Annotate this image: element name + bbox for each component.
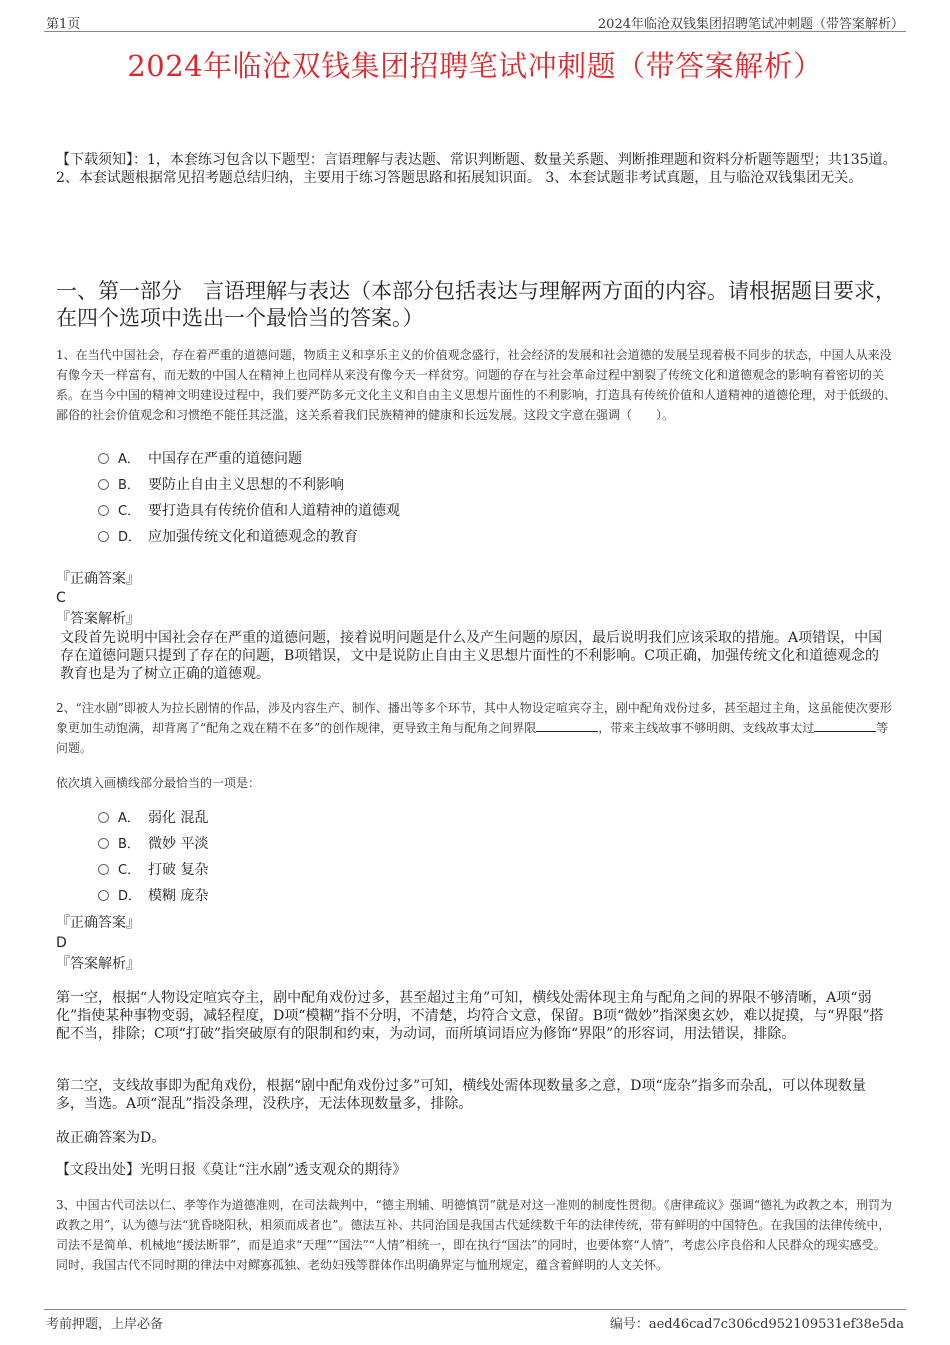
q1-option-b[interactable]: [98, 476, 344, 495]
q2-answer-label: 『正确答案』: [56, 915, 140, 931]
q2-analysis-label: 『答案解析』: [56, 956, 140, 972]
q2-analysis-paragraph-2: 第二空，支线故事即为配角戏份，根据“剧中配角戏份过多”可知，横线处需体现数量多之意，D项“庞杂”指多而杂乱，可以体现数量多，当选。A项“混乱”指没条理，没秩序，无法体现数量多，排除。: [56, 1078, 866, 1112]
option-text: 弱化 混乱: [148, 810, 209, 826]
question-2-text: [56, 698, 896, 758]
q1-analysis-label: 『答案解析』: [56, 611, 140, 627]
option-text: 微妙 平淡: [148, 836, 209, 852]
blank-line: [814, 721, 876, 732]
q1-option-d[interactable]: [98, 528, 358, 547]
footer-slogan: 考前押题，上岸必备: [46, 1317, 164, 1332]
q2-text-part-2: ，带来主线故事不够明朗、支线故事太过: [598, 721, 815, 735]
option-letter: B．: [118, 478, 140, 493]
q1-analysis: 文段首先说明中国社会存在严重的道德问题，接着说明问题是什么及产生问题的原因，最后说明我们应该采取的措施。A项错误，中国存在道德问题只提到了存在的问题，B项错误，文中是说防止自由主义思想片面性的不利影响。C项正确，加强传统文化和道德观念的教育也是为了树立正确的道德观。: [60, 630, 883, 682]
q2-option-a[interactable]: [98, 809, 208, 828]
radio-icon[interactable]: [98, 838, 109, 849]
blank-line: [536, 721, 598, 732]
footer-divider: [44, 1309, 906, 1310]
option-letter: D．: [118, 889, 142, 904]
q2-text-part-3: 等问题。: [56, 721, 889, 755]
option-letter: B．: [118, 837, 140, 852]
q2-analysis-paragraph-3: 故正确答案为D。: [56, 1130, 166, 1146]
header-divider: [44, 31, 906, 32]
q2-analysis-paragraph-1: 第一空，根据“人物设定喧宾夺主，剧中配角戏份过多，甚至超过主角”可知，横线处需体现主角与配角之间的界限不够清晰，A项“弱化”指使某种事物变弱，减轻程度，D项“模糊”指不分明，不清楚，均符合文意，保留。B项“微妙”指深奥玄妙，难以捉摸，与“界限”搭配不当，排除；C项“打破”指突破原有的限制和约束，为动词，而所填词语应为修饰“界限”的形容词，用法错误，排除。: [56, 990, 884, 1042]
radio-icon[interactable]: [98, 479, 109, 490]
option-text: 模糊 庞杂: [148, 888, 209, 904]
option-letter: A．: [118, 811, 140, 826]
document-id: 编号：aed46cad7c306cd952109531ef38e5da: [609, 1317, 904, 1332]
option-letter: C．: [118, 863, 141, 878]
q2-answer: D: [56, 935, 67, 951]
radio-icon[interactable]: [98, 453, 109, 464]
option-text: 打破 复杂: [148, 862, 209, 878]
q2-source: 【文段出处】光明日报《莫让“注水剧”透支观众的期待》: [56, 1162, 407, 1178]
option-text: 要打造具有传统价值和人道精神的道德观: [148, 503, 400, 519]
option-letter: A．: [118, 452, 140, 467]
q2-text-part-1: 2、“注水剧”即被人为拉长剧情的作品，涉及内容生产、制作、播出等多个环节，其中人物设定喧宾夺主，剧中配角戏份过多，甚至超过主角，这虽能使次要形象更加生动饱满，却背离了“配角之戏在精不在多”的创作规律，更导致主角与配角之间界限: [56, 701, 892, 735]
option-letter: D．: [118, 530, 142, 545]
radio-icon[interactable]: [98, 864, 109, 875]
q1-option-c[interactable]: [98, 502, 400, 521]
page-number: 第1页: [46, 17, 81, 32]
q2-option-b[interactable]: [98, 835, 208, 854]
document-title: 2024年临沧双钱集团招聘笔试冲刺题（带答案解析）: [127, 49, 823, 83]
radio-icon[interactable]: [98, 505, 109, 516]
q1-option-a[interactable]: [98, 450, 302, 469]
option-text: 应加强传统文化和道德观念的教育: [148, 529, 358, 545]
radio-icon[interactable]: [98, 812, 109, 823]
question-3-text: 3、中国古代司法以仁、孝等作为道德准则，在司法裁判中，“德主刑辅、明德慎罚”就是对这一准则的制度性贯彻。《唐律疏议》强调“德礼为政教之本，刑罚为政教之用”，认为德与法“犹昏晓阳秋，相须而成者也”。德法互补、共同治国是我国古代延续数千年的法律传统，带有鲜明的中国特色。在我国的法律传统中，司法不是简单、机械地“援法断罪”，而是追求“天理”“国法”“人情”相统一，即在执行“国法”的同时，也要体察“人情”，考虑公序良俗和人民群众的现实感受。同时，我国古代不同时期的律法中对鳏寡孤独、老幼妇残等群体作出明确界定与恤刑规定，蕴含着鲜明的人文关怀。: [56, 1198, 893, 1272]
q2-option-c[interactable]: [98, 861, 208, 880]
download-notice: 【下载须知】：1，本套练习包含以下题型：言语理解与表达题、常识判断题、数量关系题、判断推理题和资料分析题等题型；共135道。 2、本套试题根据常见招考题总结归纳，主要用于练习答题思路和拓展知识面。 3、本套试题非考试真题，且与临沧双钱集团无关。: [56, 152, 897, 186]
option-letter: C．: [118, 504, 141, 519]
q1-answer: C: [56, 590, 66, 606]
section-heading: 一、第一部分 言语理解与表达（本部分包括表达与理解两方面的内容。请根据题目要求，在四个选项中选出一个最恰当的答案。）: [56, 279, 896, 330]
option-text: 要防止自由主义思想的不利影响: [148, 477, 344, 493]
q2-option-d[interactable]: [98, 887, 208, 906]
question-1-text: 1、在当代中国社会，存在着严重的道德问题，物质主义和享乐主义的价值观念盛行，社会经济的发展和社会道德的发展呈现着极不同步的状态，中国人从来没有像今天一样富有，而无数的中国人在精神上也同样从来没有像今天一样贫穷。问题的存在与社会革命过程中割裂了传统文化和道德观念的影响有着密切的关系。在当今中国的精神文明建设过程中，我们要严防多元文化主义和自由主义思想片面性的不利影响，打造具有传统价值和人道精神的道德伦理，对于低级的、鄙俗的社会价值观念和习惯绝不能任其泛滥，这关系着我们民族精神的健康和长远发展。这段文字意在强调（ ）。: [56, 348, 897, 422]
q2-instruction: 依次填入画横线部分最恰当的一项是：: [56, 776, 261, 790]
radio-icon[interactable]: [98, 890, 109, 901]
q1-answer-label: 『正确答案』: [56, 571, 140, 587]
running-header-title: 2024年临沧双钱集团招聘笔试冲刺题（带答案解析）: [597, 17, 904, 32]
radio-icon[interactable]: [98, 531, 109, 542]
option-text: 中国存在严重的道德问题: [148, 451, 302, 467]
